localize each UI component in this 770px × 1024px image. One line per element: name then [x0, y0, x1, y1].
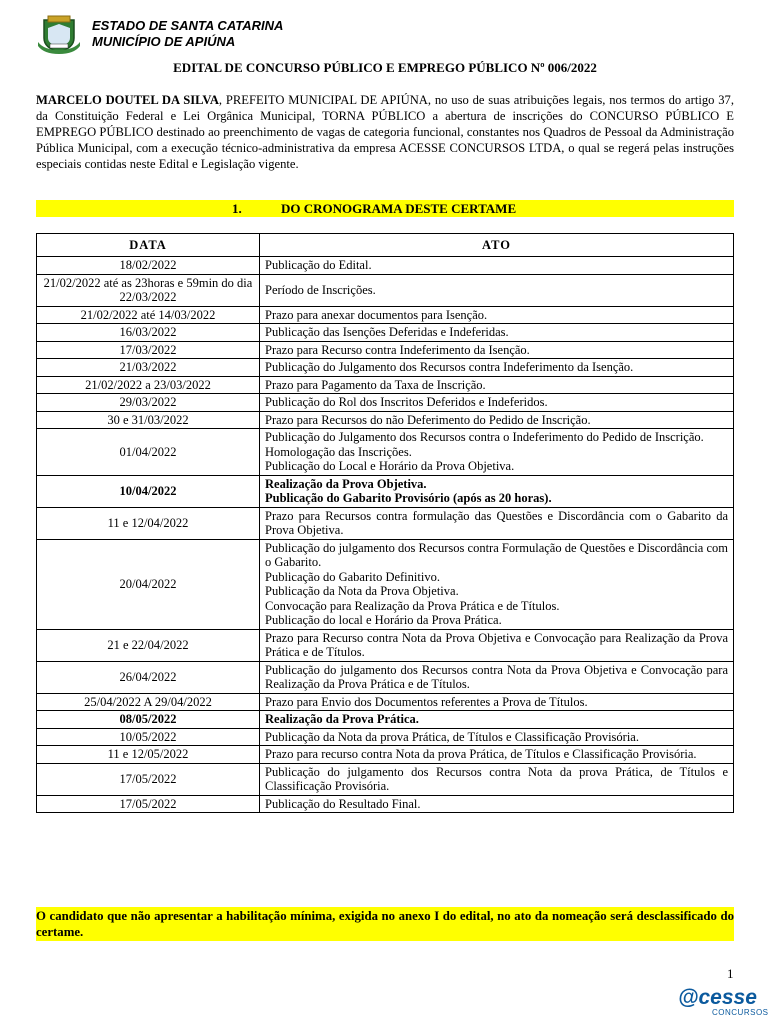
row-date: 10/05/2022	[37, 728, 260, 746]
act-line: Publicação do Local e Horário da Prova Objetiva.	[265, 459, 515, 473]
table-row	[37, 306, 734, 324]
table-row	[37, 661, 734, 693]
act-line: Prazo para anexar documentos para Isenção.	[265, 307, 488, 322]
row-act	[260, 728, 734, 746]
row-act	[260, 324, 734, 342]
row-act	[260, 507, 734, 539]
act-line: Publicação do Julgamento dos Recursos contra Indeferimento da Isenção.	[265, 360, 634, 374]
section-number: 1.	[232, 201, 242, 216]
row-act	[260, 411, 734, 429]
table-row	[37, 539, 734, 629]
notice-text: O candidato que não apresentar a habilitação mínima, exigida no anexo I do edital, no ato da nomeação será desclassificado do certame.	[36, 909, 734, 939]
acesse-logo	[678, 986, 769, 1020]
header-state: ESTADO DE SANTA CATARINA	[92, 18, 284, 33]
header-date: DATA	[37, 234, 260, 257]
table-row	[37, 429, 734, 476]
act-line: Publicação da Nota da Prova Objetiva.	[265, 584, 459, 598]
row-act	[260, 661, 734, 693]
row-date: 17/05/2022	[37, 795, 260, 813]
row-act	[260, 429, 734, 476]
row-date: 20/04/2022	[37, 539, 260, 629]
row-date: 21/03/2022	[37, 359, 260, 377]
section-heading	[36, 200, 734, 217]
row-act	[260, 629, 734, 661]
logo-text: @cesse	[678, 986, 757, 1009]
act-line: Publicação do Julgamento dos Recursos contra o Indeferimento do Pedido de Inscrição.	[265, 430, 704, 444]
table-body	[37, 257, 734, 813]
act-line: Prazo para Envio dos Documentos referentes a Prova de Títulos.	[265, 694, 588, 709]
table-row	[37, 376, 734, 394]
act-line: Publicação do Gabarito Definitivo.	[265, 569, 440, 584]
row-date: 01/04/2022	[37, 429, 260, 476]
row-date: 29/03/2022	[37, 394, 260, 412]
table-row	[37, 629, 734, 661]
row-act	[260, 376, 734, 394]
act-line: Publicação do julgamento dos Recursos contra Formulação de Questões e Discordância com o Gabarito.	[265, 540, 728, 569]
row-act	[260, 341, 734, 359]
table-row	[37, 693, 734, 711]
act-line: Publicação do Rol dos Inscritos Deferidos e Indeferidos.	[265, 395, 548, 409]
row-act	[260, 539, 734, 629]
row-act	[260, 274, 734, 306]
row-date: 10/04/2022	[37, 475, 260, 507]
row-act	[260, 763, 734, 795]
row-act	[260, 306, 734, 324]
intro-paragraph	[36, 92, 734, 172]
row-act	[260, 359, 734, 377]
table-row	[37, 475, 734, 507]
table-row	[37, 359, 734, 377]
schedule-table	[36, 233, 734, 813]
header-block	[92, 18, 283, 50]
row-date: 30 e 31/03/2022	[37, 411, 260, 429]
act-line: Realização da Prova Objetiva.	[265, 476, 427, 491]
municipal-crest-icon	[36, 14, 82, 54]
mayor-name: MARCELO DOUTEL DA SILVA	[36, 93, 219, 107]
act-line: Período de Inscrições.	[265, 282, 376, 297]
row-act	[260, 475, 734, 507]
row-date: 11 e 12/05/2022	[37, 746, 260, 764]
table-row	[37, 763, 734, 795]
act-line: Prazo para Pagamento da Taxa de Inscrição.	[265, 377, 486, 392]
table-row	[37, 394, 734, 412]
act-line: Publicação do julgamento dos Recursos contra Nota da prova Prática, de Títulos e Classificação Provisória.	[265, 764, 728, 793]
act-line: Prazo para Recursos do não Deferimento do Pedido de Inscrição.	[265, 412, 591, 427]
act-line: Homologação das Inscrições.	[265, 444, 412, 459]
row-date: 18/02/2022	[37, 257, 260, 275]
page-number: 1	[727, 966, 734, 981]
act-line: Publicação das Isenções Deferidas e Indeferidas.	[265, 325, 509, 339]
table-row	[37, 257, 734, 275]
section-title: DO CRONOGRAMA DESTE CERTAME	[281, 201, 517, 216]
row-date: 16/03/2022	[37, 324, 260, 342]
table-row	[37, 795, 734, 813]
act-line: Prazo para recurso contra Nota da prova Prática, de Títulos e Classificação Provisória.	[265, 747, 697, 761]
row-date: 26/04/2022	[37, 661, 260, 693]
document-title: EDITAL DE CONCURSO PÚBLICO E EMPREGO PÚBLICO Nº 006/2022	[173, 60, 597, 75]
row-date: 17/03/2022	[37, 341, 260, 359]
table-row	[37, 728, 734, 746]
header-municipality: MUNICÍPIO DE APIÚNA	[92, 34, 236, 49]
row-date: 25/04/2022 A 29/04/2022	[37, 693, 260, 711]
row-date: 11 e 12/04/2022	[37, 507, 260, 539]
act-line: Prazo para Recurso contra Indeferimento da Isenção.	[265, 342, 530, 357]
row-act	[260, 693, 734, 711]
row-date: 21 e 22/04/2022	[37, 629, 260, 661]
row-act	[260, 746, 734, 764]
header-act: ATO	[260, 234, 734, 257]
row-date: 08/05/2022	[37, 711, 260, 729]
table-row	[37, 341, 734, 359]
row-date: 21/02/2022 até as 23horas e 59min do dia 22/03/2022	[37, 274, 260, 306]
act-line: Publicação do local e Horário da Prova Prática.	[265, 613, 502, 627]
act-line: Publicação da Nota da prova Prática, de Títulos e Classificação Provisória.	[265, 729, 639, 744]
act-line: Prazo para Recursos contra formulação das Questões e Discordância com o Gabarito da Prova Objetiva.	[265, 508, 728, 537]
act-line: Publicação do Resultado Final.	[265, 796, 421, 811]
row-act	[260, 394, 734, 412]
row-date: 17/05/2022	[37, 763, 260, 795]
table-row	[37, 507, 734, 539]
table-row	[37, 711, 734, 729]
act-line: Convocação para Realização da Prova Prática e de Títulos.	[265, 598, 560, 613]
row-act	[260, 711, 734, 729]
row-date: 21/02/2022 a 23/03/2022	[37, 376, 260, 394]
intro-text: , PREFEITO MUNICIPAL DE APIÚNA, no uso de suas atribuições legais, nos termos do artigo 37, da Constituição Federal e Lei Orgânica Municipal, TORNA PÚBLICO a abertura de inscrições do CONCURSO PÚBLICO E EMPREGO PÚBLICO destinado ao preenchimento de vagas de categoria funcional, constantes nos Quadros de Pessoal da Administração Pública Municipal, com a execução técnico-administrativa da empresa ACESSE CONCURSOS LTDA, o qual se regerá pelas instruções especiais contidas neste Edital e Legislação vigente.	[36, 93, 734, 171]
act-line: Publicação do julgamento dos Recursos contra Nota da Prova Objetiva e Convocação para Realização da Prova Prática e de Títulos.	[265, 662, 728, 691]
row-act	[260, 257, 734, 275]
act-line: Publicação do Gabarito Provisório (após as 20 horas).	[265, 491, 552, 505]
table-row	[37, 274, 734, 306]
table-header-row	[37, 234, 734, 257]
table-row	[37, 324, 734, 342]
row-date: 21/02/2022 até 14/03/2022	[37, 306, 260, 324]
act-line: Realização da Prova Prática.	[265, 712, 419, 726]
logo-subtext: CONCURSOS	[712, 1008, 769, 1017]
row-act	[260, 795, 734, 813]
act-line: Publicação do Edital.	[265, 258, 372, 272]
table-row	[37, 411, 734, 429]
table-row	[37, 746, 734, 764]
act-line: Prazo para Recurso contra Nota da Prova Objetiva e Convocação para Realização da Prova Prática e de Títulos.	[265, 630, 728, 659]
